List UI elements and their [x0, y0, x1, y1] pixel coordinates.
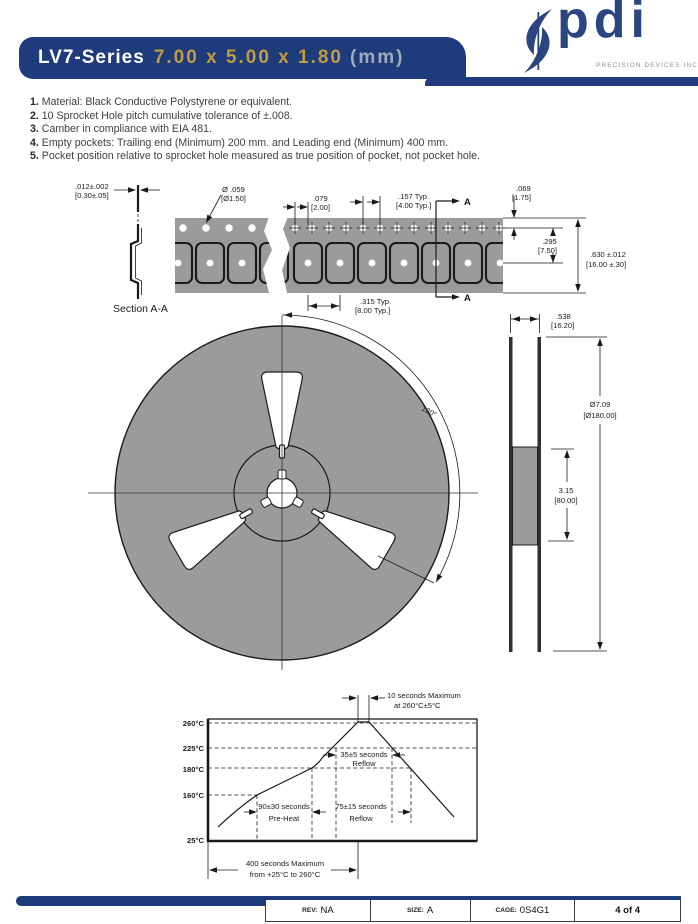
ytick-160: 160°C — [182, 791, 204, 800]
annotation-reflow180-line2: Reflow — [349, 814, 373, 823]
dim-sprocket-pitch-mm: [4.00 Typ.] — [396, 201, 432, 210]
dim-reel-diameter-mm: [Ø180.00] — [583, 411, 617, 420]
cage-value: 0S4G1 — [519, 905, 550, 916]
size-value: A — [426, 905, 434, 916]
note-4: 4. Empty pockets: Trailing end (Minimum) 200 mm. and Leading end (Minimum) 400 mm. — [30, 136, 449, 149]
page-number: 4 of 4 — [615, 905, 641, 916]
dim-flange-gap-in: .538 — [556, 312, 571, 321]
note-5: 5. Pocket position relative to sprocket hole measured as true position of pocket, not pocket hole. — [30, 150, 480, 163]
logo-wordmark: pdi — [557, 0, 650, 49]
tape-pockets — [164, 243, 514, 283]
dim-edge-to-hole-in: .069 — [516, 184, 531, 193]
page-number-cell — [575, 900, 681, 922]
dim-hub-dia-in: 3.15 — [558, 486, 574, 495]
ytick-260: 260°C — [182, 719, 204, 728]
rev-label: REV: — [302, 907, 318, 914]
dim-sprocket-pitch-in: .157 Typ. — [398, 192, 430, 201]
ytick-25: 25°C — [187, 836, 204, 845]
section-aa-drawing — [75, 182, 168, 315]
dim-reel-diameter-in: Ø7.09 — [589, 400, 611, 409]
annotation-reflow180-line1: 75±15 seconds — [335, 802, 387, 811]
annotation-reflow225-line2: Reflow — [352, 759, 376, 768]
title-block-table — [265, 896, 681, 922]
rev-value: NA — [320, 905, 334, 916]
cage-cell — [471, 900, 576, 922]
wound-tape-pack — [513, 447, 538, 545]
note-2: 2. 10 Sprocket Hole pitch cumulative tolerance of ±.008. — [30, 109, 293, 122]
series-title: LV7-Series — [38, 47, 145, 68]
annotation-peak-line1: 10 seconds Maximum — [387, 691, 461, 700]
annotation-preheat-line2: Pre-Heat — [268, 814, 300, 823]
dimension-unit: (mm) — [350, 47, 405, 68]
reflow-profile-chart — [183, 691, 477, 879]
section-marker-top: A — [464, 197, 471, 208]
dim-hub-dia-mm: [80.00] — [554, 496, 578, 505]
cage-label: CAGE: — [495, 907, 517, 914]
annotation-total-line1: 400 seconds Maximum — [245, 859, 325, 868]
note-1: 1. Material: Black Conductive Polystyrene or equivalent. — [30, 96, 293, 108]
dim-pocket-pitch-in: .315 Typ. — [360, 297, 392, 306]
size-label: SIZE: — [407, 907, 424, 914]
annotation-reflow225-line1: 35±5 seconds — [340, 750, 388, 759]
dim-hole-dia-in: Ø .059 — [222, 185, 245, 194]
annotation-peak-line2: at 260°C±5°C — [394, 701, 441, 710]
dim-hole-dia-mm: [Ø1.50] — [221, 194, 246, 203]
dim-flange-gap-mm: [16.20] — [551, 321, 575, 330]
footer-accent-bar — [16, 896, 266, 906]
reel-side-view-drawing — [509, 312, 617, 652]
dim-edge-to-hole-mm: [1.75] — [512, 193, 531, 202]
dim-hole-offset-in: .079 — [313, 194, 328, 203]
ytick-180: 180°C — [182, 765, 204, 774]
section-aa-label: Section A-A — [113, 303, 168, 315]
note-3: 3. Camber in compliance with EIA 481. — [30, 123, 212, 136]
dim-pocket-pitch-mm: [8.00 Typ.] — [355, 306, 391, 315]
dim-tape-thickness-in: .012±.002 — [75, 182, 109, 191]
dim-tape-thickness-mm: [0.30±.05] — [75, 191, 109, 200]
dim-hole-to-pocket-in: .295 — [542, 237, 557, 246]
ytick-225: 225°C — [182, 744, 204, 753]
reel-front-view-drawing — [88, 312, 478, 670]
annotation-preheat-line1: 90±30 seconds — [258, 802, 310, 811]
tape-top-view-drawing — [164, 184, 626, 315]
dim-tape-width-mm: [16.00 ±.30] — [586, 260, 627, 269]
annotation-total-line2: from +25°C to 260°C — [249, 870, 321, 879]
dim-slot-angle: 120° — [420, 403, 439, 420]
dim-hole-to-pocket-mm: [7.50] — [538, 246, 557, 255]
package-dimensions: 7.00 x 5.00 x 1.80 — [153, 47, 343, 68]
dim-hole-offset-mm: [2.00] — [311, 203, 330, 212]
logo-tagline: PRECISION DEVICES INC — [596, 62, 698, 69]
rev-cell — [265, 900, 371, 922]
size-cell — [371, 900, 471, 922]
dim-tape-width-in: .630 ±.012 — [590, 250, 626, 259]
section-marker-bottom: A — [464, 293, 471, 304]
